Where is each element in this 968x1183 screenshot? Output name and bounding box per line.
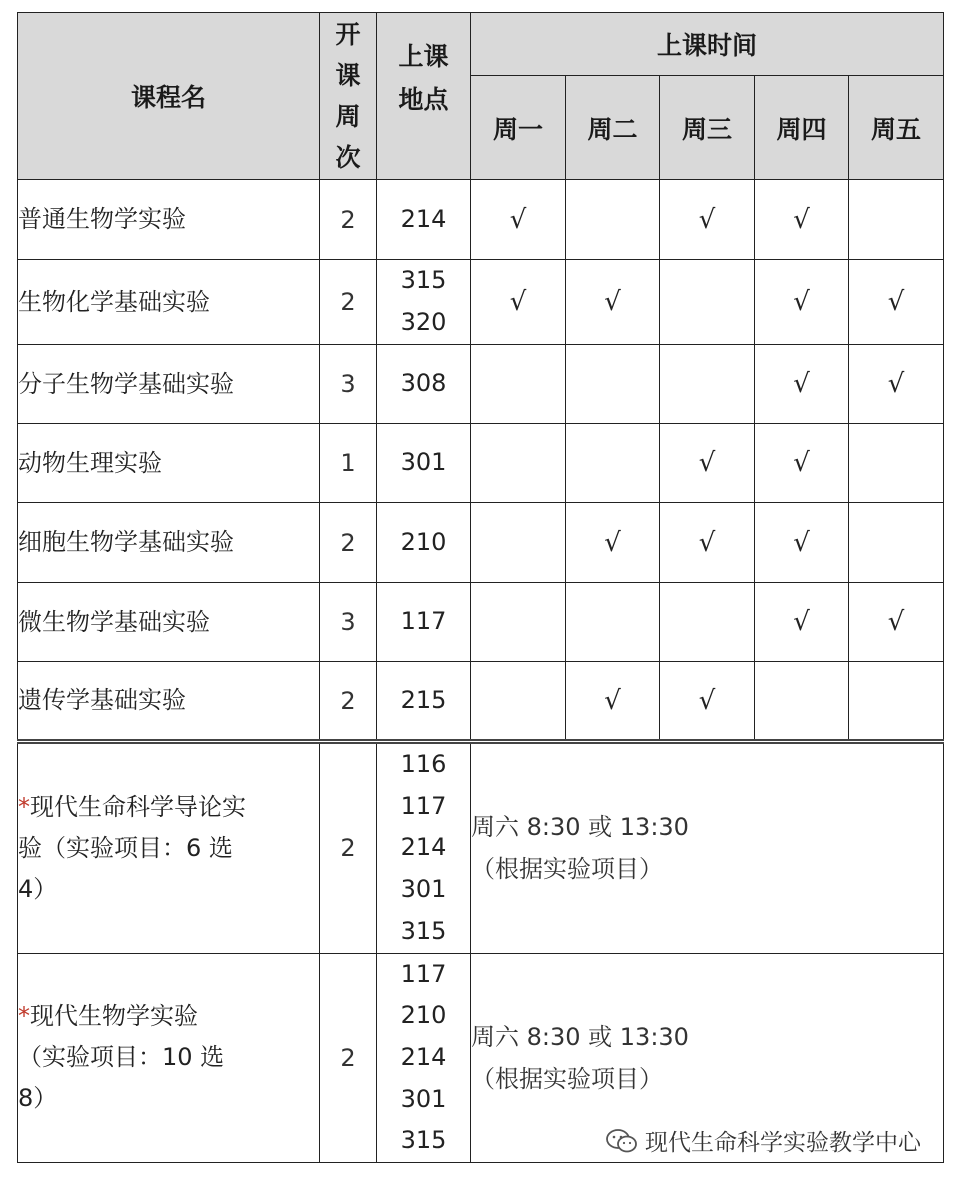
day-fri-cell [849,180,944,260]
course-rooms: 116 117 214 301 315 [377,742,471,954]
check-mark: √ [793,369,810,399]
header-day-mon: 周一 [471,76,566,180]
table-row [18,503,944,583]
header-day-fri: 周五 [849,76,944,180]
day-tue-cell [566,424,660,503]
day-thu-cell [755,583,849,662]
saturday-time: 周六 8:30 或 13:30 （根据实验项目） [471,953,944,1163]
course-name: 微生物学基础实验 [18,583,320,662]
check-mark: √ [604,685,621,716]
check-mark: √ [509,204,527,235]
day-fri-cell [849,424,944,503]
star-marker: * [18,792,30,821]
watermark-text: 现代生命科学实验教学中心 [645,1130,921,1156]
day-mon-cell [471,503,566,583]
course-rooms: 301 [377,424,471,503]
course-weeks: 2 [320,662,377,742]
day-mon-cell [471,662,566,742]
course-name: 动物生理实验 [18,424,320,503]
day-mon-cell [471,424,566,503]
course-weeks: 1 [320,424,377,503]
table-row [18,424,944,503]
day-wed-cell [660,662,755,742]
day-tue-cell [566,662,660,742]
check-mark: √ [887,369,905,399]
course-weeks: 2 [320,742,377,954]
saturday-time: 周六 8:30 或 13:30 （根据实验项目） [471,742,944,954]
table-row [18,583,944,662]
course-name: *现代生物学实验 （实验项目：10 选 8） [18,953,320,1163]
course-rooms: 215 [377,662,471,742]
table-row [18,180,944,260]
check-mark: √ [793,287,810,317]
check-mark: √ [793,527,810,558]
course-rooms: 308 [377,345,471,424]
course-name: 遗传学基础实验 [18,662,320,742]
header-time: 上课时间 [471,13,944,76]
check-mark: √ [604,287,621,317]
star-marker: * [18,1002,30,1031]
course-name: 细胞生物学基础实验 [18,503,320,583]
course-weeks: 3 [320,345,377,424]
day-fri-cell [849,503,944,583]
day-wed-cell [660,583,755,662]
table-row [18,345,944,424]
schedule-table [17,12,944,1163]
day-mon-cell [471,180,566,260]
check-mark: √ [509,287,527,317]
course-weeks: 2 [320,260,377,345]
day-wed-cell [660,260,755,345]
day-mon-cell [471,345,566,424]
day-fri-cell [849,583,944,662]
check-mark: √ [604,527,621,558]
course-name: 分子生物学基础实验 [18,345,320,424]
day-mon-cell [471,260,566,345]
course-name: *现代生命科学导论实 验（实验项目：6 选 4） [18,742,320,954]
day-wed-cell [660,424,755,503]
check-mark: √ [698,204,716,235]
day-tue-cell [566,583,660,662]
day-wed-cell [660,180,755,260]
day-tue-cell [566,180,660,260]
check-mark: √ [793,448,810,478]
header-course: 课程名 [18,13,320,180]
day-tue-cell [566,345,660,424]
header-day-thu: 周四 [755,76,849,180]
table-row [18,260,944,345]
course-weeks: 2 [320,503,377,583]
check-mark: √ [698,685,716,716]
day-thu-cell [755,260,849,345]
day-thu-cell [755,424,849,503]
watermark [605,1124,921,1157]
table-row [18,662,944,742]
course-weeks: 3 [320,583,377,662]
day-thu-cell [755,503,849,583]
course-weeks: 2 [320,180,377,260]
check-mark: √ [698,527,716,558]
header-day-tue: 周二 [566,76,660,180]
course-rooms: 315 320 [377,260,471,345]
course-rooms: 117 [377,583,471,662]
check-mark: √ [793,607,810,637]
header-weeks: 开 课 周 次 [320,13,377,180]
day-fri-cell [849,260,944,345]
day-thu-cell [755,662,849,742]
day-wed-cell [660,503,755,583]
day-tue-cell [566,260,660,345]
day-fri-cell [849,345,944,424]
day-thu-cell [755,180,849,260]
wechat-icon [605,1128,639,1154]
header-day-wed: 周三 [660,76,755,180]
day-thu-cell [755,345,849,424]
table-row-special [18,742,944,954]
day-tue-cell [566,503,660,583]
check-mark: √ [887,607,905,637]
check-mark: √ [793,204,810,235]
check-mark: √ [887,287,905,317]
course-name: 生物化学基础实验 [18,260,320,345]
course-name: 普通生物学实验 [18,180,320,260]
course-rooms: 117 210 214 301 315 [377,953,471,1163]
header-location: 上课 地点 [377,13,471,180]
day-fri-cell [849,662,944,742]
day-mon-cell [471,583,566,662]
day-wed-cell [660,345,755,424]
course-rooms: 214 [377,180,471,260]
course-weeks: 2 [320,953,377,1163]
course-rooms: 210 [377,503,471,583]
check-mark: √ [698,448,716,478]
